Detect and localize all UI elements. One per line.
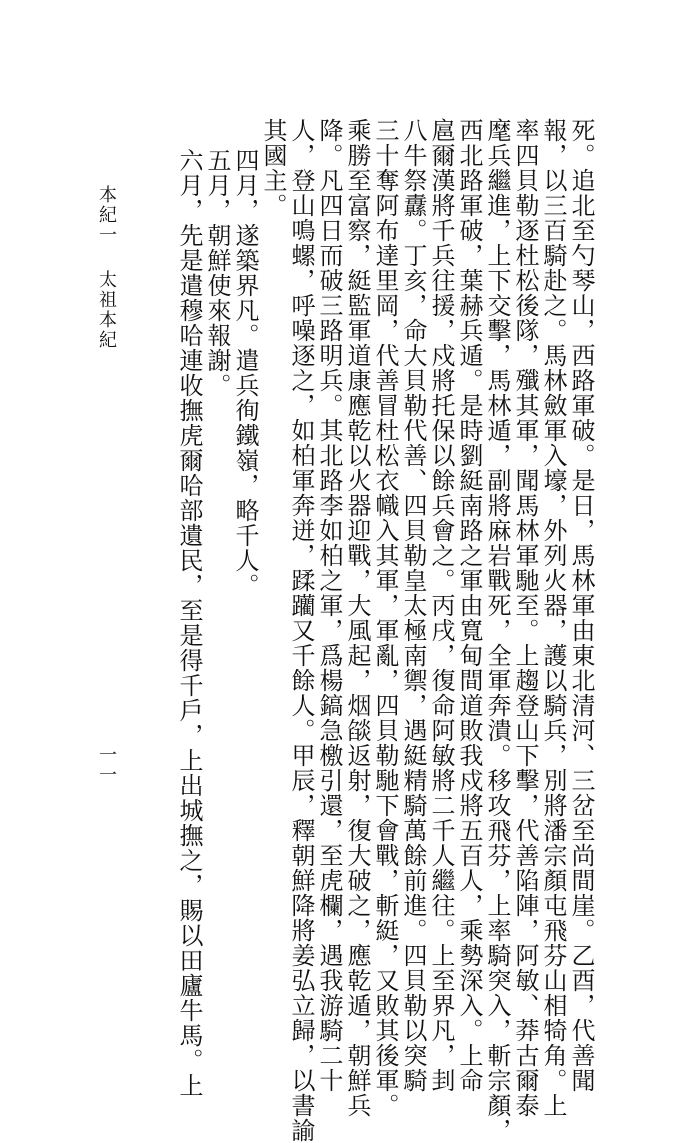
text-column-11: 人，登山鳴螺，呼噪逐之，如柏軍奔迸，蹂躪又千餘人。甲辰，釋朝鮮降將姜弘立歸，以書諭 (287, 118, 315, 1143)
text-column-10: 降。凡四日而破三路明兵。其北路李如柏之軍，爲楊鎬急檄引還，至虎欄，遇我游騎二十 (315, 118, 343, 1093)
text-column-6: 扈爾漢將千兵往援，戍將托保以餘兵會之。丙戌，復命阿敏將二千人繼往。上至界凡，刲 (427, 118, 455, 1093)
text-column-2: 報，以三百騎赴之。馬林斂軍入壕，外列火器，護以騎兵，別將潘宗顏屯飛芬山相犄角。上 (539, 118, 567, 1118)
text-column-14: 五月，朝鮮使來報謝。 (203, 148, 231, 398)
margin-page-number: 一一 (96, 745, 117, 785)
text-column-12: 其國主。 (259, 118, 287, 218)
text-column-8: 三十奪阿布達里岡，代善冒杜松衣幟入其軍，軍亂，四貝勒馳下會戰，斬綎，又敗其後軍。 (371, 118, 399, 1118)
text-column-5: 西北路軍破，葉赫兵遁。是時劉綎南路之軍由寬甸間道敗我戍將五百人，乘勢深入。上命 (455, 118, 483, 1093)
text-column-15: 六月，先是遣穆哈連收撫虎爾哈部遺民，至是得千戶，上出城撫之，賜以田廬牛馬。上 (175, 148, 203, 1098)
margin-emperor-label: 太祖本紀 (96, 270, 117, 350)
text-column-4: 麾兵繼進，上下交擊，馬林遁，副將麻岩戰死，全軍奔潰。移攻飛芬，上率騎突入，斬宗顏， (483, 118, 511, 1143)
margin-chapter-label: 本紀一 (96, 185, 117, 245)
text-column-7: 八牛祭纛。丁亥，命大貝勒代善、四貝勒皇太極南禦，遇綎精騎萬餘前進。四貝勒以突騎 (399, 118, 427, 1093)
text-column-13: 四月，遂築界凡。遣兵徇鐵嶺，略千人。 (231, 148, 259, 598)
text-column-1: 死。追北至勺琴山，西路軍破。是日，馬林軍由東北清河、三岔至尚間崖。乙酉，代善聞 (567, 118, 595, 1093)
text-column-9: 乘勝至富察，綎監軍道康應乾以火器迎戰，大風起，烟燄返射，復大破之，應乾遁，朝鮮兵 (343, 118, 371, 1118)
text-column-3: 率四貝勒逐杜松後隊，殲其軍，聞馬林軍馳至。上趨登山下擊，代善陷陣，阿敏、莽古爾泰 (511, 118, 539, 1118)
